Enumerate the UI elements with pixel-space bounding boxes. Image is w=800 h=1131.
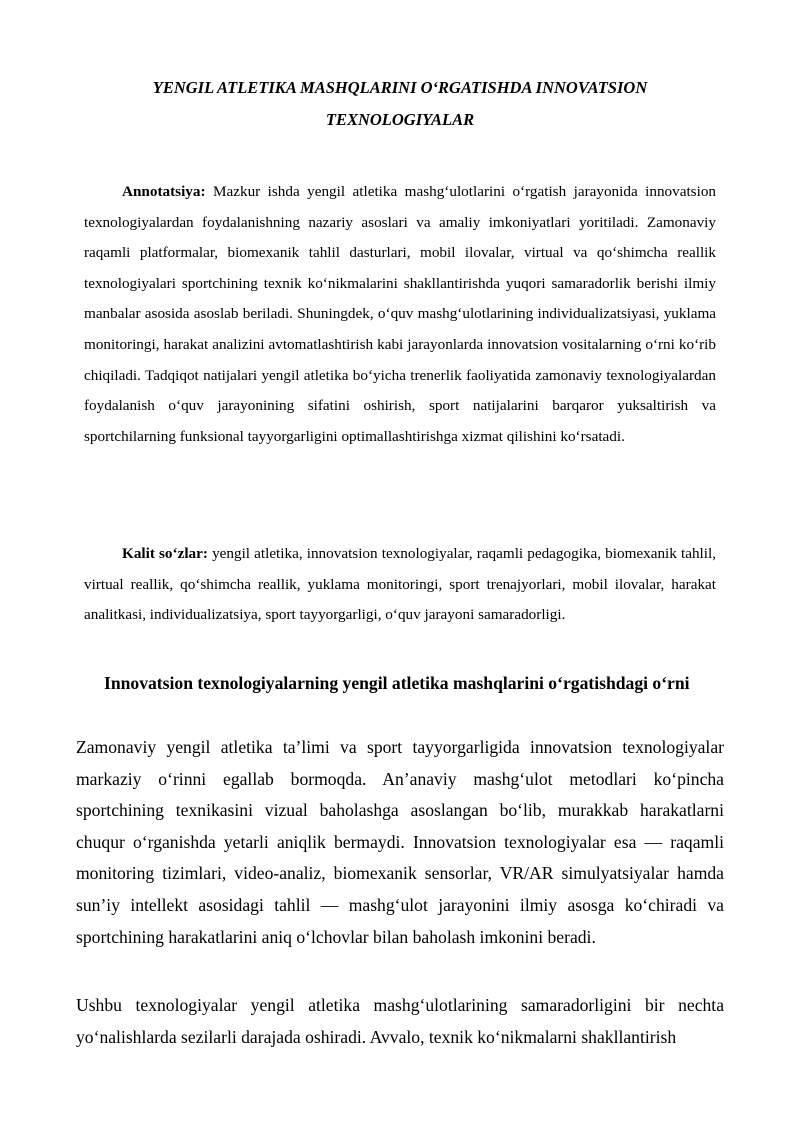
annotation-paragraph xyxy=(84,177,716,452)
keywords-paragraph xyxy=(84,539,716,631)
keywords-label: Kalit so‘zlar: xyxy=(122,545,208,562)
keywords-text: yengil atletika, innovatsion texnologiyalar, raqamli pedagogika, biomexanik tahlil, virtual reallik, qo‘shimcha reallik, yuklama monitoringi, sport trenajyorlari, mobil ilovalar, harakat analitkasi, individualizatsiya, sport tayyorgarligi, o‘quv jarayoni samaradorligi. xyxy=(84,545,716,624)
annotation-label: Annotatsiya: xyxy=(122,183,206,200)
body-paragraph: Ushbu texnologiyalar yengil atletika mashg‘ulotlarining samaradorligini bir nechta yo‘nalishlarda sezilarli darajada oshiradi. Avvalo, texnik ko‘nikmalarni shakllantirish xyxy=(76,995,724,1047)
section-heading: Innovatsion texnologiyalarning yengil atletika mashqlarini o‘rgatishdagi o‘rni xyxy=(104,673,690,693)
annotation-text: Mazkur ishda yengil atletika mashg‘ulotlarini o‘rgatish jarayonida innovatsion texnologiyalardan foydalanishning nazariy asoslari va amaliy imkoniyatlari yoritiladi. Zamonaviy raqamli platformalar, biomexanik tahlil dasturlari, mobil ilovalar, virtual va qo‘shimcha reallik texnologiyalari sportchining texnik ko‘nikmalarini shakllantirishda yuqori samaradorlik berishi ilmiy manbalar asosida asoslab beriladi. Shuningdek, o‘quv mashg‘ulotlarining individualizatsiyasi, yuklama monitoringi, harakat analizini avtomatlashtirish kabi jarayonlarda innovatsion vositalarning o‘rni ko‘rib chiqiladi. Tadqiqot natijalari yengil atletika bo‘yicha trenerlik faoliyatida zamonaviy texnologiyalardan foydalanish o‘quv jarayonining sifatini oshirish, sport natijalarini barqaror yuksaltirish va sportchilarning funksional tayyorgarligini optimallashtirishga xizmat qilishini ko‘rsatadi. xyxy=(84,183,717,445)
document-title: YENGIL ATLETIKA MASHQLARINI O‘RGATISHDA INNOVATSION TEXNOLOGIYALAR xyxy=(152,78,648,129)
body-paragraph: Zamonaviy yengil atletika ta’limi va sport tayyorgarligida innovatsion texnologiyalar markaziy o‘rinni egallab bormoqda. An’anaviy mashg‘ulot metodlari ko‘pincha sportchining texnikasini vizual baholashga asoslangan bo‘lib, murakkab harakatlarni chuqur o‘rganishda yetarli aniqlik bermaydi. Innovatsion texnologiyalar esa — raqamli monitoring tizimlari, video-analiz, biomexanik sensorlar, VR/AR simulyatsiyalar hamda sun’iy intellekt asosidagi tahlil — mashg‘ulot jarayonini ilmiy asosga ko‘chiradi va sportchining harakatlarini aniq o‘lchovlar bilan baholash imkonini beradi. xyxy=(76,737,724,947)
